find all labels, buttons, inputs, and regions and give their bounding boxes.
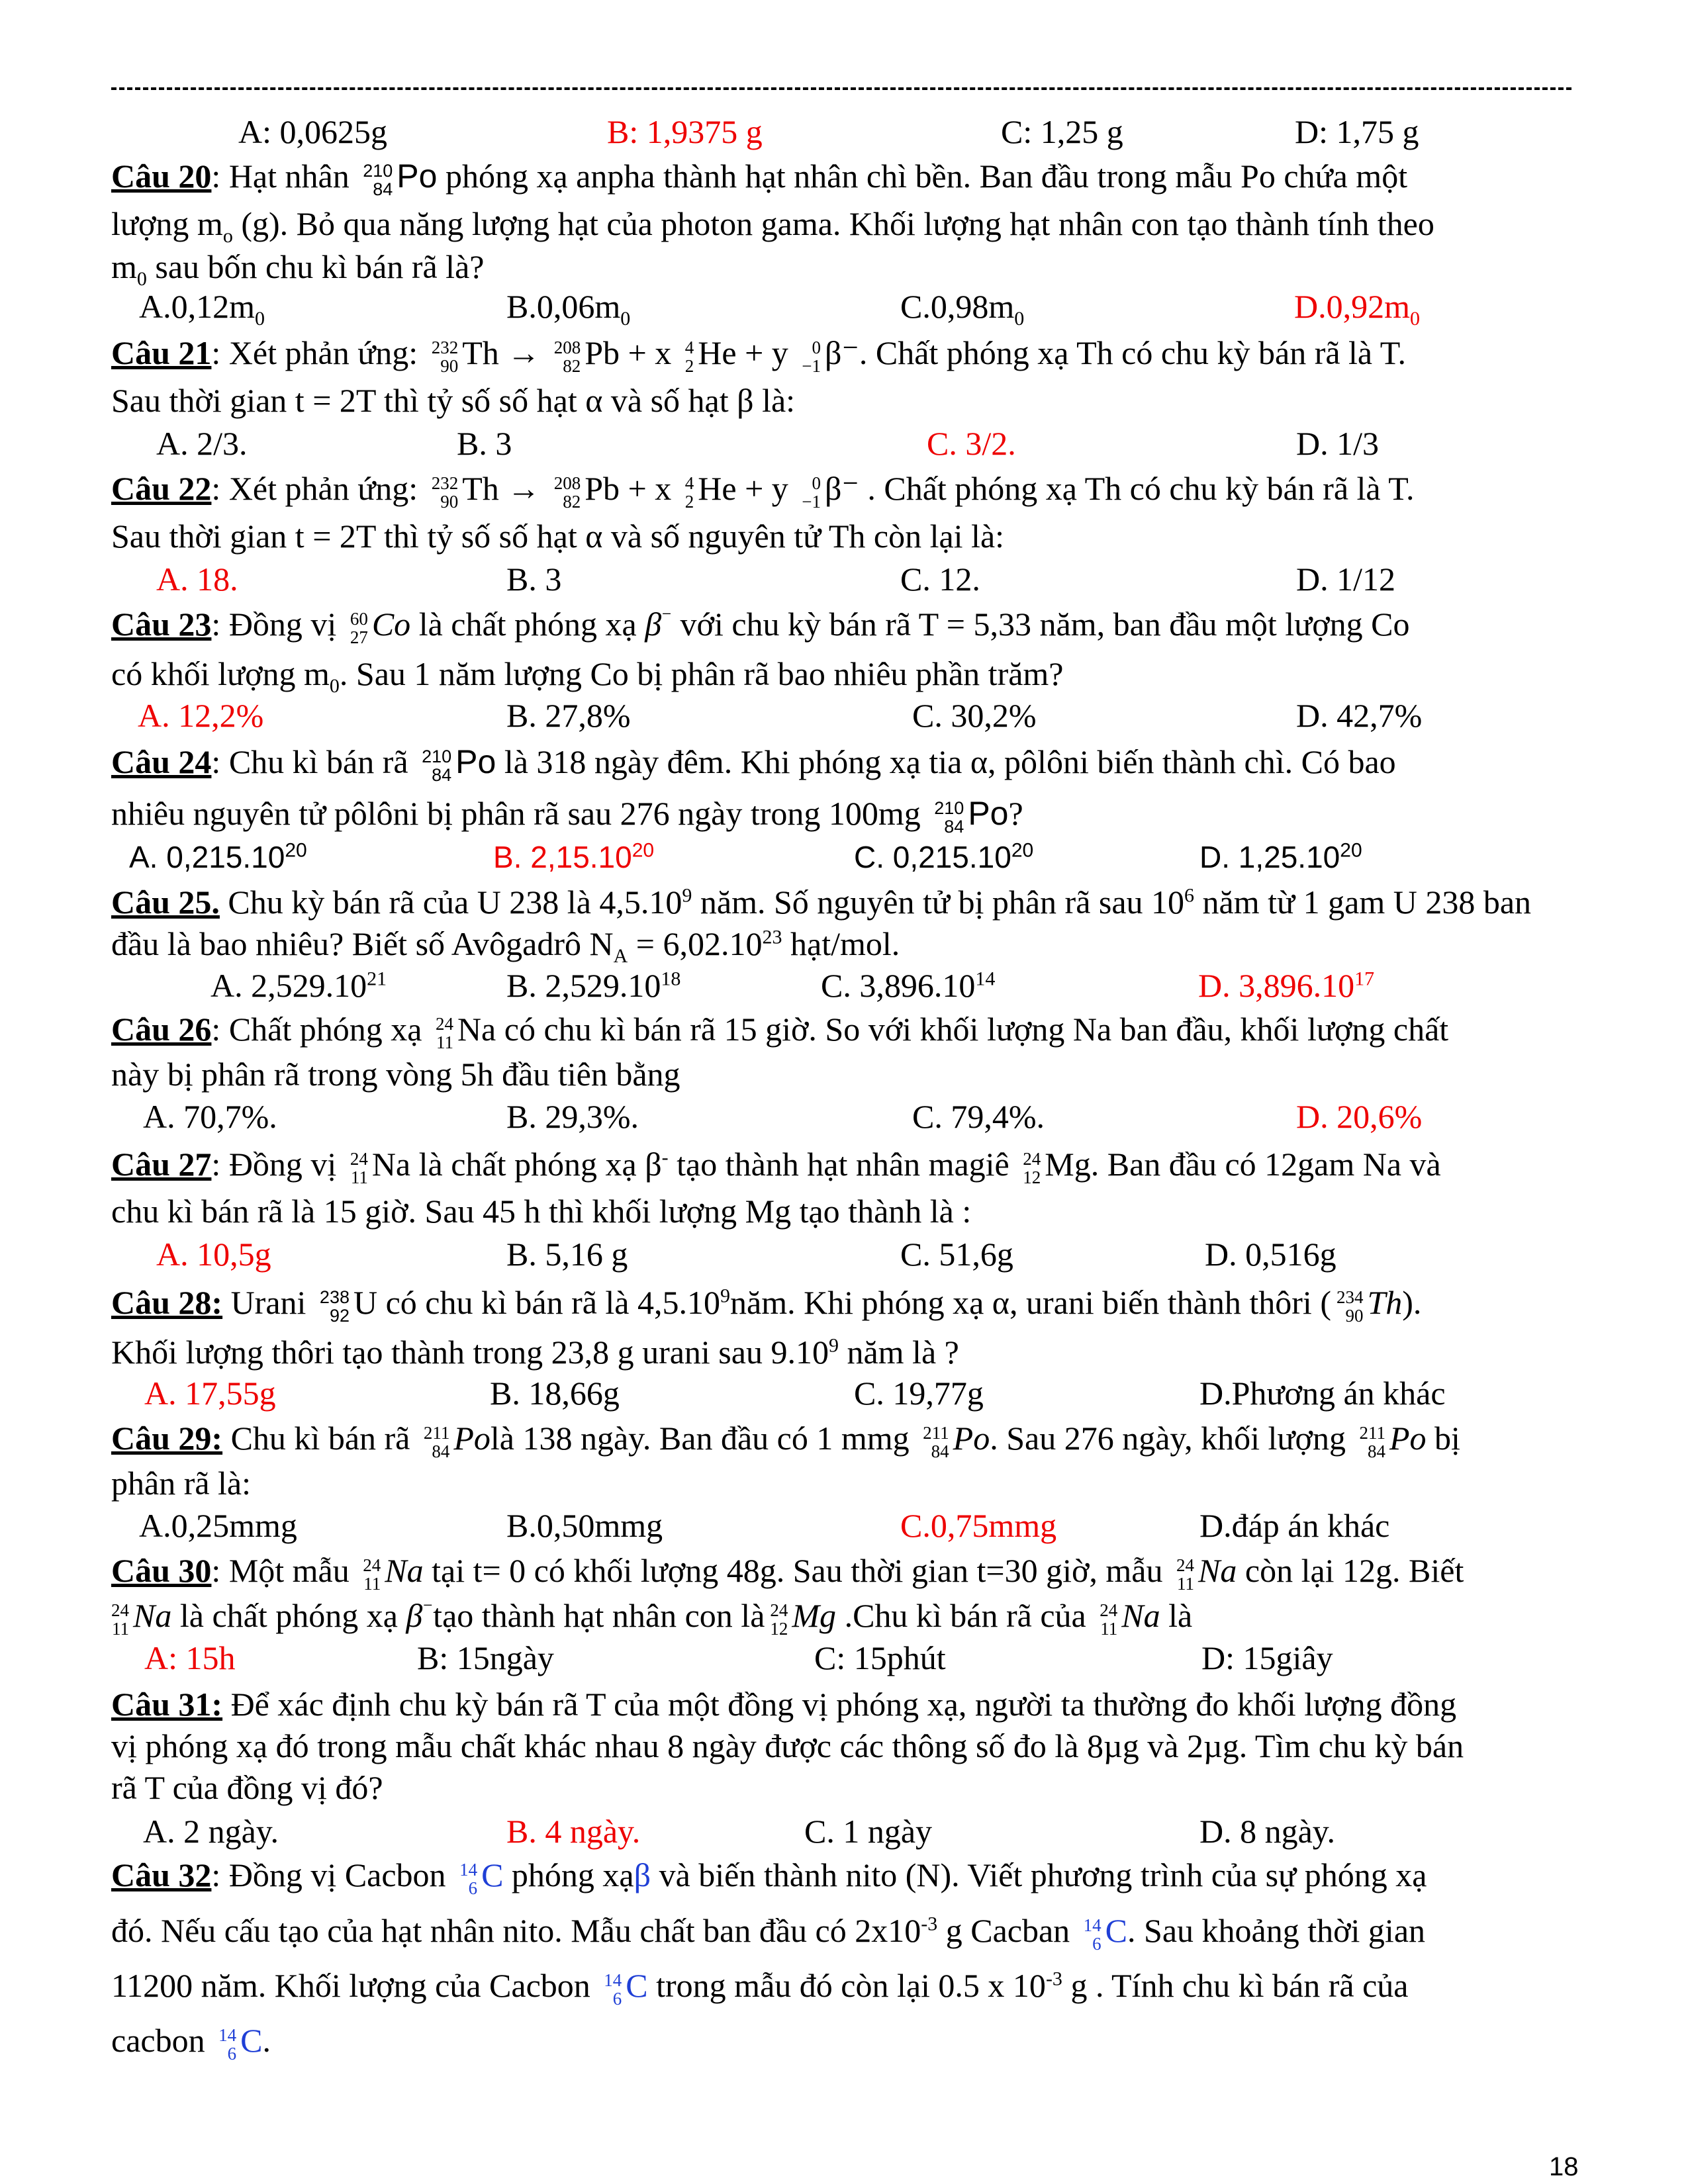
- q27-option-b: B. 5,16 g: [506, 1236, 628, 1273]
- q20-line-2: lượng $m_o$ (g). Bỏ qua năng lượng hạt của photon gama. Khối lượng hạt nhân con tạo thành tính theo: [111, 205, 1434, 247]
- q30-options: [0, 1636, 1688, 1680]
- q27-options: [0, 1232, 1688, 1276]
- q26-options: [0, 1095, 1688, 1138]
- q30-line-2: 24 11 Na là chất phóng xạ β⁻tạo thành hạt nhân con là 24 12 Mg .Chu kì bán rã của 24 11 Na là: [111, 1597, 1193, 1639]
- q31-line-2: vị phóng xạ đó trong mẫu chất khác nhau 8 ngày được các thông số đo là 8µg và 2µg. Tìm chu kỳ bán: [111, 1727, 1464, 1764]
- q30-label: Câu 30: [111, 1552, 212, 1589]
- q24-option-d: D. 1,25.10$^{20}$: [1199, 839, 1362, 874]
- q25-option-d: D. 3,896.10$^{17}$: [1198, 967, 1375, 1004]
- q21-line-1: Câu 21: Xét phản ứng: 232 90 Th → 208 82 Pb + x 4 2 He + y 0 −1 β⁻. Chất phóng xạ Th có chu kỳ bán rã là T.: [111, 334, 1407, 376]
- q25-options: [0, 964, 1688, 1007]
- q32-line-2: đó. Nếu cấu tạo của hạt nhân nito. Mẫu chất ban đầu có $2x10^{-3}$ g Cacban 14 6 C. Sau khoảng thời gian: [111, 1912, 1426, 1954]
- q29-option-d: D.đáp án khác: [1199, 1507, 1390, 1544]
- q23-option-b: B. 27,8%: [506, 697, 631, 734]
- q30-option-a: A: 15h: [144, 1639, 236, 1676]
- q30-line-1: Câu 30: Một mẫu 24 11 Na tại t= 0 có khối lượng 48g. Sau thời gian t=30 giờ, mẫu 24 11 Na còn lại 12g. Biết: [111, 1552, 1464, 1594]
- q24-label: Câu 24: [111, 743, 212, 780]
- q32-line-1: Câu 32: Đồng vị Cacbon 14 6 C phóng xạβ và biến thành nito (N). Viết phương trình của sự phóng xạ: [111, 1856, 1427, 1898]
- q31-option-d: D. 8 ngày.: [1199, 1813, 1336, 1850]
- q31-option-b: B. 4 ngày.: [506, 1813, 641, 1850]
- q23-line-2: có khối lượng $m_0$. Sau 1 năm lượng Co bị phân rã bao nhiêu phần trăm?: [111, 655, 1064, 697]
- q22-line-1: Câu 22: Xét phản ứng: 232 90 Th → 208 82 Pb + x 4 2 He + y 0 −1 β⁻ . Chất phóng xạ Th có chu kỳ bán rã là T.: [111, 470, 1415, 512]
- q21-label: Câu 21: [111, 334, 212, 371]
- q24-line-1: Câu 24: Chu kì bán rã 210 84 Po là 318 ngày đêm. Khi phóng xạ tia α, pôlôni biến thành chì. Có bao: [111, 743, 1396, 785]
- q29-option-b: B.0,50mmg: [506, 1507, 663, 1544]
- q26-line-2: này bị phân rã trong vòng 5h đầu tiên bằng: [111, 1056, 680, 1093]
- q21-option-a: A. 2/3.: [156, 425, 248, 462]
- q32-label: Câu 32: [111, 1856, 212, 1893]
- q30-option-c: C: 15phút: [814, 1639, 946, 1676]
- q26-option-b: B. 29,3%.: [506, 1098, 639, 1135]
- q27-option-c: C. 51,6g: [900, 1236, 1013, 1273]
- po210-nuclide: 210 84: [363, 160, 393, 199]
- q19-option-a: A: 0,0625g: [238, 113, 387, 150]
- q24-options: [0, 835, 1688, 879]
- q23-line-1: Câu 23: Đồng vị 60 27 Co là chất phóng xạ β⁻ với chu kỳ bán rã T = 5,33 năm, ban đầu một lượng Co: [111, 606, 1410, 647]
- q20-line-3: $m_0$ sau bốn chu kì bán rã là?: [111, 248, 485, 290]
- q29-line-1: Câu 29: Chu kì bán rã 211 84 Polà 138 ngày. Ban đầu có 1 mmg 211 84 Po. Sau 276 ngày, khối lượng 211 84 Po bị: [111, 1420, 1460, 1461]
- q29-label: Câu 29:: [111, 1420, 223, 1457]
- dashed-divider: [111, 87, 1571, 90]
- q27-line-1: Câu 27: Đồng vị 24 11 Na là chất phóng xạ β- tạo thành hạt nhân magiê 24 12 Mg. Ban đầu có 12gam Na và: [111, 1146, 1441, 1187]
- q23-label: Câu 23: [111, 606, 212, 643]
- q25-line-2: đầu là bao nhiêu? Biết số Avôgadrô $N_A = 6,02.10^{23}$ hạt/mol.: [111, 925, 900, 967]
- q22-option-b: B. 3: [506, 561, 562, 598]
- q21-option-c: C. 3/2.: [927, 425, 1016, 462]
- q27-line-2: chu kì bán rã là 15 giờ. Sau 45 h thì khối lượng Mg tạo thành là :: [111, 1193, 972, 1230]
- q27-option-d: D. 0,516g: [1205, 1236, 1336, 1273]
- q23-option-d: D. 42,7%: [1296, 697, 1423, 734]
- q26-option-c: C. 79,4%.: [912, 1098, 1045, 1135]
- q21-option-b: B. 3: [457, 425, 512, 462]
- q20-label: Câu 20: [111, 158, 212, 195]
- q25-label: Câu 25.: [111, 884, 220, 921]
- q20-line-1: Câu 20: Hạt nhân 210 84 Po phóng xạ anpha thành hạt nhân chì bền. Ban đầu trong mẫu Po chứa một: [111, 158, 1408, 199]
- q22-options: [0, 557, 1688, 601]
- q20-option-a: $A.0,12m_0$: [139, 288, 265, 330]
- q28-label: Câu 28:: [111, 1284, 223, 1321]
- q31-line-1: Câu 31: Để xác định chu kỳ bán rã T của một đồng vị phóng xạ, người ta thường đo khối lượng đồng: [111, 1686, 1457, 1723]
- q19-option-c: C: 1,25 g: [1001, 113, 1123, 150]
- q20-option-d: $D.0,92m_0$: [1294, 288, 1420, 330]
- q26-label: Câu 26: [111, 1011, 212, 1048]
- q25-option-a: A. 2,529.10$^{21}$: [211, 967, 387, 1004]
- q22-label: Câu 22: [111, 470, 212, 507]
- q21-options: [0, 422, 1688, 465]
- q28-options: [0, 1371, 1688, 1415]
- q31-label: Câu 31:: [111, 1686, 223, 1723]
- q25-option-b: B. 2,529.10$^{18}$: [506, 967, 681, 1004]
- q28-option-c: C. 19,77g: [854, 1375, 984, 1412]
- q32-line-4: cacbon 14 6 C.: [111, 2022, 271, 2064]
- q24-line-2: nhiêu nguyên tử pôlôni bị phân rã sau 276 ngày trong 100mg 210 84 Po?: [111, 795, 1023, 837]
- q28-option-b: B. 18,66g: [490, 1375, 620, 1412]
- q31-option-a: A. 2 ngày.: [143, 1813, 279, 1850]
- q19-options: [0, 110, 1688, 154]
- q19-option-b: B: 1,9375 g: [607, 113, 763, 150]
- q27-label: Câu 27: [111, 1146, 212, 1183]
- q19-option-d: D: 1,75 g: [1295, 113, 1419, 150]
- q20-option-b: $B.0,06m_0$: [506, 288, 631, 330]
- q25-line-1: Câu 25. Chu kỳ bán rã của U 238 là 4,5.10$^9$ năm. Số nguyên tử bị phân rã sau $10^6$ năm từ 1 gam U 238 ban: [111, 884, 1532, 921]
- q26-line-1: Câu 26: Chất phóng xạ 24 11 Na có chu kì bán rã 15 giờ. So với khối lượng Na ban đầu, khối lượng chất: [111, 1011, 1449, 1052]
- q20-options: [0, 285, 1688, 328]
- q29-line-2: phân rã là:: [111, 1465, 252, 1502]
- q30-option-b: B: 15ngày: [417, 1639, 554, 1676]
- q22-option-d: D. 1/12: [1296, 561, 1395, 598]
- q31-options: [0, 1809, 1688, 1853]
- q29-options: [0, 1504, 1688, 1547]
- q24-option-a: A. 0,215.10$^{20}$: [129, 839, 307, 874]
- q32-line-3: 11200 năm. Khối lượng của Cacbon 14 6 C trong mẫu đó còn lại 0.5 x $10^{-3}$ g . Tính chu kì bán rã của: [111, 1967, 1409, 2009]
- page-number: 18: [1549, 2152, 1579, 2181]
- q27-option-a: A. 10,5g: [156, 1236, 271, 1273]
- q22-option-c: C. 12.: [900, 561, 980, 598]
- q23-option-a: A. 12,2%: [138, 697, 264, 734]
- q29-option-a: A.0,25mmg: [139, 1507, 297, 1544]
- q26-option-d: D. 20,6%: [1296, 1098, 1423, 1135]
- q25-option-c: C. 3,896.10$^{14}$: [821, 967, 996, 1004]
- q21-line-2: Sau thời gian t = 2T thì tỷ số số hạt α và số hạt β là:: [111, 382, 796, 419]
- q28-line-2: Khối lượng thôri tạo thành trong 23,8 g urani sau 9.10$^9$ năm là ?: [111, 1334, 959, 1371]
- q23-option-c: C. 30,2%: [912, 697, 1037, 734]
- q28-option-d: D.Phương án khác: [1199, 1375, 1446, 1412]
- q22-line-2: Sau thời gian t = 2T thì tỷ số số hạt α và số nguyên tử Th còn lại là:: [111, 518, 1005, 555]
- q21-option-d: D. 1/3: [1296, 425, 1379, 462]
- q20-option-c: $C.0,98m_0$: [900, 288, 1025, 330]
- q28-option-a: A. 17,55g: [144, 1375, 276, 1412]
- q28-line-1: Câu 28: Urani 238 92 U có chu kì bán rã là 4,5.10$^9$năm. Khi phóng xạ α, urani biến thành thôri ( 234 90 Th).: [111, 1284, 1422, 1326]
- q26-option-a: A. 70,7%.: [143, 1098, 277, 1135]
- q24-option-b: B. 2,15.10$^{20}$: [493, 839, 655, 874]
- q29-option-c: C.0,75mmg: [900, 1507, 1057, 1544]
- q30-option-d: D: 15giây: [1201, 1639, 1333, 1676]
- q31-option-c: C. 1 ngày: [804, 1813, 933, 1850]
- q31-line-3: rã T của đồng vị đó?: [111, 1769, 383, 1806]
- q24-option-c: C. 0,215.10$^{20}$: [854, 839, 1034, 874]
- q22-option-a: A. 18.: [156, 561, 238, 598]
- q23-options: [0, 694, 1688, 737]
